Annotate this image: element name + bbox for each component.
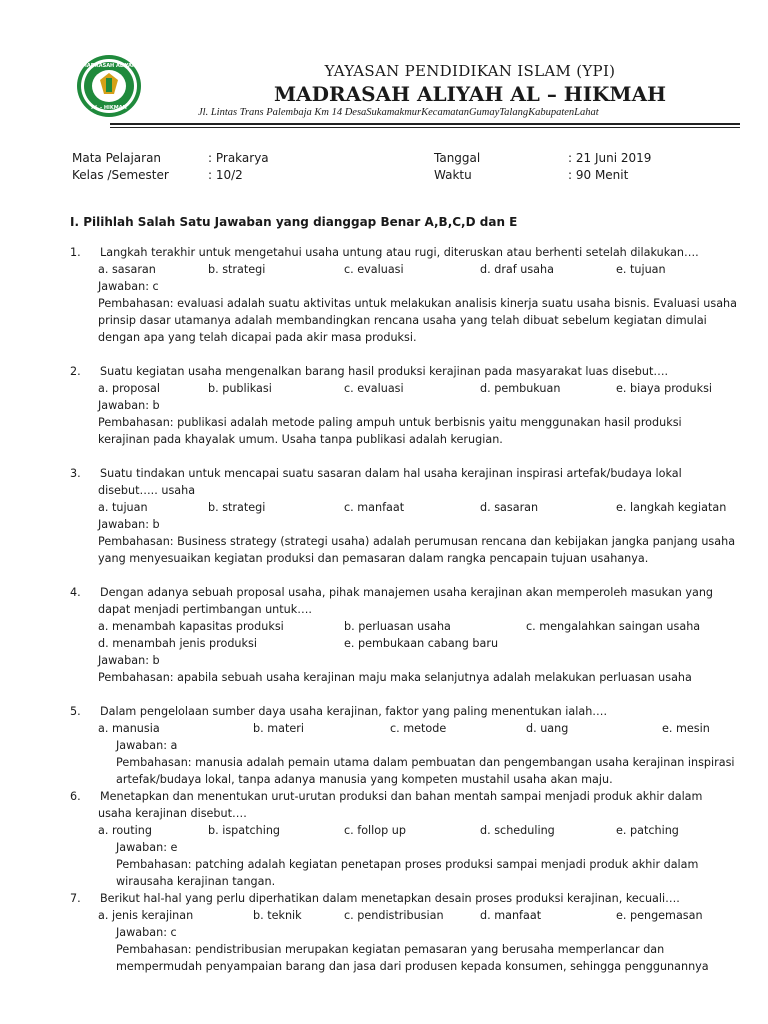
question-1	[70, 244, 740, 346]
explanation: Pembahasan: publikasi adalah metode paling ampuh untuk berbisnis yaitu menggunakan hasil produksi	[98, 416, 682, 429]
question-7	[70, 890, 740, 975]
option-e: e. patching	[616, 824, 679, 837]
answer: Jawaban: b	[98, 518, 160, 531]
option-d: d. sasaran	[480, 501, 539, 514]
answer: Jawaban: c	[116, 926, 177, 939]
option-d: d. pembukuan	[480, 382, 561, 395]
option-d: d. draf usaha	[480, 263, 554, 276]
answer: Jawaban: a	[116, 739, 178, 752]
question-3	[70, 465, 740, 567]
letterhead	[0, 0, 768, 132]
option-d: d. manfaat	[480, 909, 542, 922]
mapel-label: Mata Pelajaran	[72, 151, 162, 165]
options-row	[98, 635, 740, 652]
question-number: 7.	[70, 892, 81, 905]
mapel-value: : Prakarya	[208, 151, 269, 165]
option-a: a. routing	[98, 824, 152, 837]
option-a: a. sasaran	[98, 263, 156, 276]
explanation: Pembahasan: manusia adalah pemain utama dalam pembuatan dan pengembangan usaha kerajinan inspirasi	[116, 756, 735, 769]
question-text: Menetapkan dan menentukan urut-urutan produksi dan bahan mentah sampai menjadi produk akhir dalam	[100, 790, 703, 803]
question-number: 2.	[70, 365, 81, 378]
kelas-value: : 10/2	[208, 168, 243, 182]
options-row	[98, 261, 740, 278]
explanation: prinsip dasar utamanya adalah membandingkan rencana usaha yang telah dibuat sebelum kegiatan dimulai	[98, 314, 707, 327]
question-text-cont: usaha kerajinan disebut….	[98, 807, 247, 820]
option-a: a. manusia	[98, 722, 160, 735]
explanation: mempermudah penyampaian barang dan jasa dari produsen kepada konsumen, sehingga penggunannya	[116, 960, 709, 973]
option-e: e. langkah kegiatan	[616, 501, 727, 514]
option-b: b. perluasan usaha	[344, 620, 451, 633]
question-6	[70, 788, 740, 890]
option-a: a. proposal	[98, 382, 161, 395]
option-b: b. strategi	[208, 501, 266, 514]
option-b: b. ispatching	[208, 824, 281, 837]
question-2	[70, 363, 740, 448]
question-number: 4.	[70, 586, 81, 599]
explanation: kerajinan pada khayalak umum. Usaha tanpa publikasi adalah kerugian.	[98, 433, 503, 446]
question-text: Suatu tindakan untuk mencapai suatu sasaran dalam hal usaha kerajinan inspirasi artefak/budaya lokal	[100, 467, 682, 480]
waktu-value: : 90 Menit	[568, 168, 629, 182]
option-e: e. pembukaan cabang baru	[344, 637, 499, 650]
option-c: c. metode	[390, 722, 447, 735]
question-text-cont: disebut….. usaha	[98, 484, 196, 497]
options-row	[98, 822, 740, 839]
explanation: Pembahasan: pendistribusian merupakan kegiatan pemasaran yang berusaha memperlancar dan	[116, 943, 665, 956]
question-number: 1.	[70, 246, 81, 259]
option-b: b. teknik	[253, 909, 302, 922]
foundation-name: YAYASAN PENDIDIKAN ISLAM (YPI)	[324, 62, 616, 80]
header-rule-thin	[110, 127, 740, 128]
question-text-cont: dapat menjadi pertimbangan untuk….	[98, 603, 312, 616]
section-title: I. Pilihlah Salah Satu Jawaban yang dianggap Benar A,B,C,D dan E	[70, 215, 518, 229]
option-d: d. uang	[526, 722, 569, 735]
question-number: 6.	[70, 790, 81, 803]
option-e: e. tujuan	[616, 263, 666, 276]
explanation: Pembahasan: patching adalah kegiatan penetapan proses produksi sampai menjadi produk akhir dalam	[116, 858, 699, 871]
question-text: Dalam pengelolaan sumber daya usaha kerajinan, faktor yang paling menentukan ialah….	[100, 705, 608, 718]
question-text: Suatu kegiatan usaha mengenalkan barang hasil produksi kerajinan pada masyarakat luas disebut….	[100, 365, 669, 378]
waktu-label: Waktu	[434, 168, 472, 182]
option-c: c. evaluasi	[344, 263, 404, 276]
school-address: Jl. Lintas Trans Palembaja Km 14 DesaSukamakmurKecamatanGumayTalangKabupatenLahat	[198, 107, 599, 118]
logo-bottom-text: AL - HIKMAH	[91, 105, 127, 111]
option-c: c. follop up	[344, 824, 406, 837]
option-c: c. mengalahkan saingan usaha	[526, 620, 701, 633]
question-list	[70, 244, 740, 975]
options-row	[98, 720, 740, 737]
explanation: artefak/budaya lokal, tanpa adanya manusia yang kompeten mustahil usaha akan maju.	[116, 773, 613, 786]
answer: Jawaban: e	[116, 841, 178, 854]
options-row	[98, 380, 740, 397]
question-number: 3.	[70, 467, 81, 480]
options-row	[98, 907, 740, 924]
option-c: c. manfaat	[344, 501, 405, 514]
explanation: yang menyesuaikan kegiatan produksi dan pemasaran dalam rangka pencapain tujuan usahanya.	[98, 552, 649, 565]
option-a: a. menambah kapasitas produksi	[98, 620, 284, 633]
school-name: MADRASAH ALIYAH AL – HIKMAH	[274, 82, 666, 106]
tanggal-value: : 21 Juni 2019	[568, 151, 652, 165]
header-rule-thick	[110, 123, 740, 125]
option-e: e. biaya produksi	[616, 382, 713, 395]
question-4	[70, 584, 740, 686]
logo-top-text: MADRASAH ALIYAH	[81, 63, 137, 69]
question-text: Dengan adanya sebuah proposal usaha, pihak manajemen usaha kerajinan akan memperoleh masukan yang	[100, 586, 714, 599]
explanation: Pembahasan: Business strategy (strategi usaha) adalah perumusan rencana dan kebijakan jangka panjang usaha	[98, 535, 736, 548]
option-e: e. mesin	[662, 722, 710, 735]
option-c: c. evaluasi	[344, 382, 404, 395]
explanation: wirausaha kerajinan tangan.	[116, 875, 276, 888]
answer: Jawaban: c	[98, 280, 159, 293]
tanggal-label: Tanggal	[434, 151, 481, 165]
question-text: Langkah terakhir untuk mengetahui usaha untung atau rugi, diteruskan atau berhenti setelah dilakukan….	[100, 246, 699, 259]
explanation: dengan apa yang telah dicapai pada akir masa produksi.	[98, 331, 417, 344]
kelas-label: Kelas /Semester	[72, 168, 169, 182]
answer: Jawaban: b	[98, 399, 160, 412]
question-5	[70, 703, 740, 788]
option-a: a. tujuan	[98, 501, 148, 514]
option-a: a. jenis kerajinan	[98, 909, 194, 922]
option-c: c. pendistribusian	[344, 909, 444, 922]
explanation: Pembahasan: apabila sebuah usaha kerajinan maju maka selanjutnya adalah melakukan perluasan usaha	[98, 671, 692, 684]
option-b: b. strategi	[208, 263, 266, 276]
options-row	[98, 499, 740, 516]
explanation: Pembahasan: evaluasi adalah suatu aktivitas untuk melakukan analisis kinerja suatu usaha bisnis. Evaluasi usaha	[98, 297, 737, 310]
option-b: b. materi	[253, 722, 304, 735]
option-d: d. menambah jenis produksi	[98, 637, 257, 650]
question-number: 5.	[70, 705, 81, 718]
option-e: e. pengemasan	[616, 909, 703, 922]
option-d: d. scheduling	[480, 824, 555, 837]
options-row	[98, 618, 740, 635]
option-b: b. publikasi	[208, 382, 272, 395]
madrasah-logo	[76, 54, 142, 118]
answer: Jawaban: b	[98, 654, 160, 667]
question-text: Berikut hal-hal yang perlu diperhatikan dalam menetapkan desain proses produksi kerajinan, kecuali….	[100, 892, 680, 905]
